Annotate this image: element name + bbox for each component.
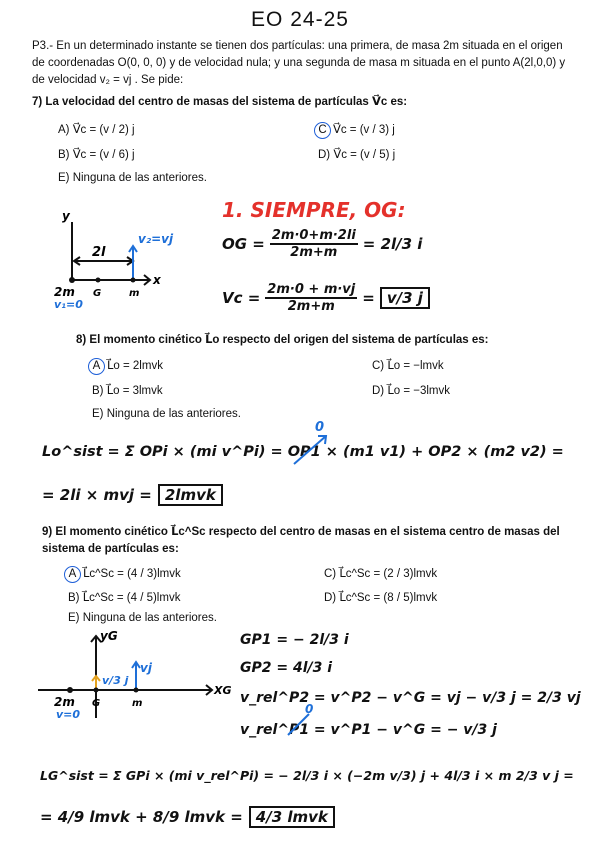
- selected-answer-circle: C: [314, 122, 331, 139]
- vc-equation: Vc = $\frac{2m\cdot 0 + m\cdot vj}{2m+m}$ = v/3 j: [222, 282, 430, 314]
- yg-axis-label: yG: [100, 629, 118, 643]
- og-equation: OG = $\frac{2m\cdot 0+m\cdot 2li}{2m+m}$ = 2l/3 i: [222, 228, 423, 260]
- vrel1-equation: v_rel^P1 = v^P1 − v^G = − v/3 j: [240, 722, 497, 738]
- q9-option-b: B) L⃗c^Sc = (4 / 5)lmvk: [68, 592, 181, 604]
- v2-label: v₂=vj: [138, 232, 174, 246]
- q9-option-d: D) L⃗c^Sc = (8 / 5)lmvk: [324, 592, 438, 604]
- vrel2-equation: v_rel^P2 = v^P2 − v^G = vj − v/3 j = 2/3 vj: [240, 690, 581, 706]
- x-axis-label: x: [153, 273, 161, 287]
- selected-answer-circle: A: [88, 358, 105, 375]
- lo-equation-line2: = 2li × mvj = 2lmvk: [42, 484, 223, 506]
- page-title: EO 24-25: [251, 8, 349, 31]
- q9-diagram: [36, 626, 232, 722]
- gp2-equation: GP2 = 4l/3 i: [240, 660, 333, 676]
- g-label: G: [92, 698, 101, 709]
- q9-boxed-result: 4/3 lmvk: [249, 806, 335, 828]
- q7-boxed-result: v/3 j: [380, 287, 430, 309]
- q7-option-e: E) Ninguna de las anteriores.: [58, 172, 207, 184]
- q8-option-a: A L⃗o = 2lmvk: [92, 358, 163, 375]
- q9-option-a: A L⃗c^Sc = (4 / 3)lmvk: [68, 566, 181, 583]
- q8-option-d: D) L⃗o = −3lmvk: [372, 385, 450, 397]
- q8-option-e: E) Ninguna de las anteriores.: [92, 408, 241, 420]
- q9-option-e: E) Ninguna de las anteriores.: [68, 612, 217, 624]
- q9-option-c: C) L⃗c^Sc = (2 / 3)lmvk: [324, 568, 438, 580]
- q7-option-c: C V⃗c = (v / 3) j: [318, 122, 395, 139]
- q7-option-b: B) V⃗c = (v / 6) j: [58, 149, 135, 161]
- zero-annotation: 0: [305, 702, 314, 716]
- q8-boxed-result: 2lmvk: [158, 484, 223, 506]
- lo-equation-line1: Lo^sist = Σ OPi × (mi v^Pi) = OP1 × (m1 v1) + OP2 × (m2 v2) =: [42, 444, 564, 460]
- q7-work-heading: 1. SIEMPRE, OG:: [222, 198, 406, 222]
- v2-label: vj: [140, 661, 152, 675]
- lg-equation-line1: LG^sist = Σ GPi × (mi v_rel^Pi) = − 2l/3 i × (−2m v/3) j + 4l/3 i × m 2/3 v j =: [40, 768, 574, 783]
- selected-answer-circle: A: [64, 566, 81, 583]
- v1-label: v=0: [56, 708, 81, 721]
- question-9: 9) El momento cinético L⃗c^Sc respecto del centro de masas en el sistema centro de masas del sistema de partículas es:: [42, 526, 560, 555]
- question-7: 7) La velocidad del centro de masas del sistema de partículas V⃗c es:: [32, 96, 408, 108]
- q7-diagram: [40, 208, 190, 311]
- problem-statement: P3.- En un determinado instante se tienen dos partículas: una primera, de masa 2m situada en el origen de coordenadas O(0, 0, 0) y de velocidad nula; y una segunda de masa m situada en el punto A(2l,0,0) y de velocidad v₂ = vj . Se pide:: [32, 40, 566, 86]
- q8-option-b: B) L⃗o = 3lmvk: [92, 385, 163, 397]
- q7-option-d: D) V⃗c = (v / 5) j: [318, 149, 396, 161]
- mass-m-label: m: [129, 288, 140, 299]
- mass-2m-label: 2m: [54, 285, 75, 299]
- q8-option-c: C) L⃗o = −lmvk: [372, 360, 444, 372]
- vg-label: v/3 j: [102, 674, 129, 687]
- lg-equation-line2: = 4/9 lmvk + 8/9 lmvk = 4/3 lmvk: [40, 806, 335, 828]
- xg-axis-label: XG: [214, 684, 232, 697]
- length-label: 2l: [92, 245, 106, 260]
- v1-label: v₁=0: [54, 298, 83, 311]
- mass-2m-label: 2m: [54, 695, 75, 709]
- y-axis-label: y: [62, 209, 70, 223]
- gp1-equation: GP1 = − 2l/3 i: [240, 632, 349, 648]
- zero-annotation: 0: [315, 420, 325, 435]
- mass-m-label: m: [132, 698, 143, 709]
- q7-option-a: A) V⃗c = (v / 2) j: [58, 124, 135, 136]
- question-8: 8) El momento cinético L⃗o respecto del origen del sistema de partículas es:: [76, 334, 489, 346]
- g-label: G: [93, 288, 102, 299]
